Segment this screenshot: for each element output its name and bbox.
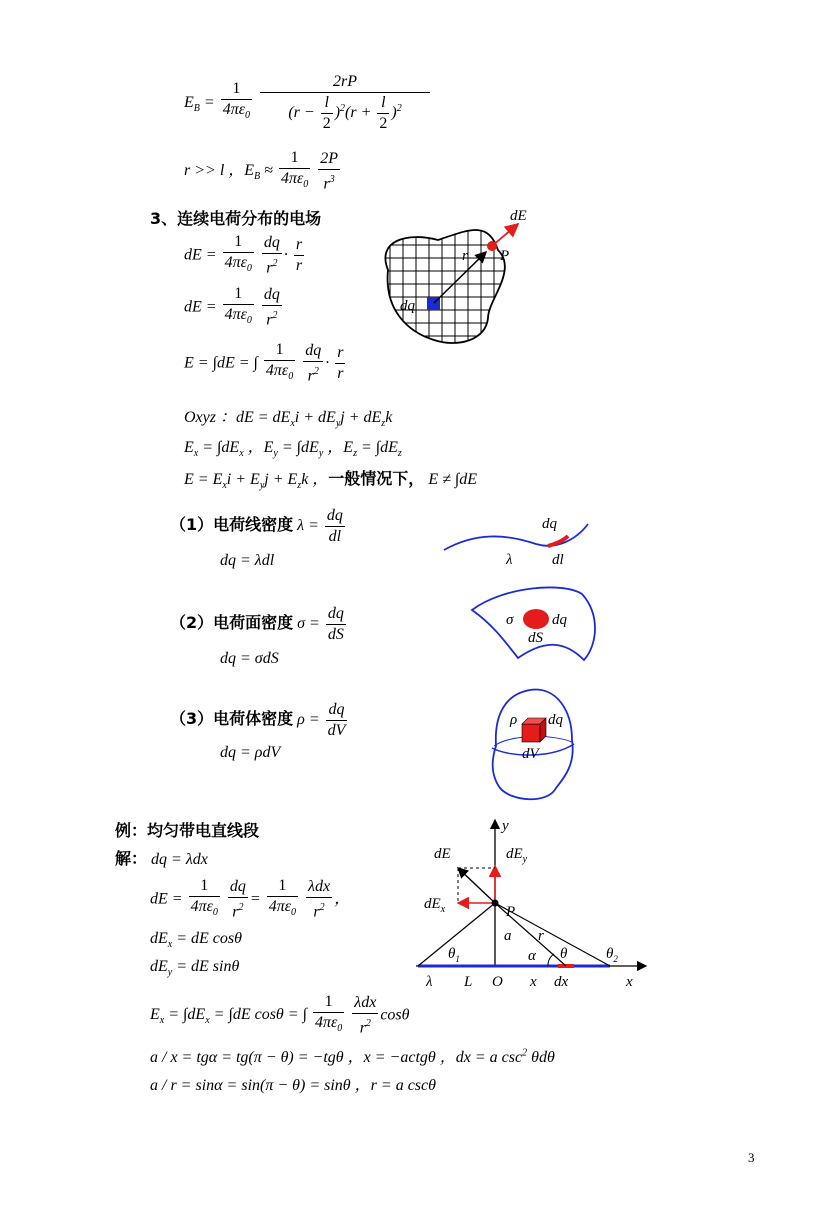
- eq-dE-vector: dE = $\frac{1}{4\pi\varepsilon_0}$ $\frac{dq}{r^2}$ · $\frac{r}{r}$: [184, 233, 303, 277]
- fig3-dq-label: dq: [552, 612, 567, 628]
- fig5-theta-label: θ: [560, 946, 568, 962]
- eq-EB-approx: r >> l ，$E_B$ ≈ $\frac{1}{4\pi\varepsilon_0}$ $\frac{2P}{r^3}$: [184, 149, 339, 193]
- figure-line-segment: [410, 810, 650, 990]
- eq-dE-scalar: dE = $\frac{1}{4\pi\varepsilon_0}$ $\frac{dq}{r^2}$: [184, 285, 280, 329]
- fig5-dEy-label: $dE_y$: [506, 846, 528, 865]
- fig5-P-label: P: [506, 904, 516, 920]
- general-case-text: 一般情况下，: [328, 469, 425, 488]
- fig1-dq-label: dq: [400, 298, 415, 314]
- surface-density-label: （2）电荷面密度: [170, 613, 294, 633]
- fig5-dx-label: dx: [554, 974, 569, 990]
- fig5-x-axis-label: x: [626, 974, 633, 990]
- eq-Ex-integral: $E_x = \int dE_x = \int dE$ cosθ = ∫ $\frac{1}{4\pi\varepsilon_0}$ $\frac{\text{λdx}}{r^2}$ cosθ: [150, 993, 410, 1037]
- dS-element: [523, 609, 549, 629]
- fig5-theta2-label: $\theta_2$: [606, 946, 618, 964]
- figure-surface-charge: [464, 580, 604, 666]
- surface-density: （2）电荷面密度 σ = $\frac{dq}{dS}$: [170, 605, 344, 643]
- eq-components: $E_x = \int dE_x$ ，$E_y = \int dE_y$ ，$E_z = \int dE_z$: [184, 439, 402, 460]
- fig4-dq-label: dq: [548, 712, 563, 728]
- page-number: 3: [748, 1150, 755, 1165]
- dE-arrow: [458, 868, 495, 903]
- fig2-lambda-label: λ: [506, 552, 513, 568]
- solution-label: 解：: [115, 849, 148, 868]
- eq-dq-volume: dq = ρdV: [220, 744, 281, 761]
- dV-cube: [522, 718, 546, 742]
- eq-dEy: $dE_y$ = dE sinθ: [150, 958, 240, 979]
- fig5-L-label: L: [464, 974, 473, 990]
- eq-dEx: $dE_x$ = dE cosθ: [150, 930, 242, 951]
- line-density: （1）电荷线密度 λ = $\frac{dq}{dl}$: [170, 507, 343, 545]
- fig5-alpha-label: α: [528, 948, 536, 964]
- fig4-dV-label: dV: [522, 746, 539, 762]
- eq-dE-line: dE = $\frac{1}{4\pi\varepsilon_0}$ $\frac{dq}{r^2}$ = $\frac{1}{4\pi\varepsilon_0}$ $\frac{\text{λdx}}{r^2}$ ，: [150, 877, 351, 921]
- line-density-label: （1）电荷线密度: [170, 515, 294, 535]
- fig5-r-label: r: [538, 928, 544, 944]
- solution-line: 解： dq = λdx: [115, 849, 208, 868]
- fig1-P-label: P: [500, 248, 510, 264]
- dl-segment: [548, 536, 568, 546]
- volume-density-label: （3）电荷体密度: [170, 709, 294, 729]
- dE-vector-arrow: [492, 224, 518, 246]
- fig5-theta1-label: $\theta_1$: [448, 946, 460, 964]
- example-title: 例：均匀带电直线段: [115, 821, 260, 840]
- alpha-arc: [548, 954, 554, 966]
- fig3-sigma-label: σ: [506, 612, 514, 628]
- fig3-dS-label: dS: [528, 630, 543, 646]
- fig4-rho-label: ρ: [510, 712, 518, 728]
- fig5-y-label: y: [502, 818, 509, 834]
- eq-EB-exact: $E_B$ = $\frac{1}{4\pi\varepsilon_0}$ 2rP (r − $\frac{l}{2}$ )$^2$(r + $\frac{l}{2}$ )$^2$: [184, 72, 432, 134]
- eq-oxyz: Oxyz ：dE = $dE_xi + dE_yj + dE_zk$: [184, 409, 393, 430]
- fig5-dEx-label: $dE_x$: [424, 896, 446, 915]
- fig1-dE-label: dE: [510, 208, 527, 224]
- fig5-x-label: x: [530, 974, 537, 990]
- fig5-O-label: O: [492, 974, 503, 990]
- eq-sin-relation: a / r = sinα = sin(π − θ) = sinθ ，r = a cscθ: [150, 1077, 436, 1094]
- figure-charge-blob: [368, 200, 568, 360]
- figure-line-charge: [436, 506, 606, 576]
- fig5-dE-label: dE: [434, 846, 451, 862]
- fig2-dl-label: dl: [552, 552, 564, 568]
- fig5-a-label: a: [504, 928, 512, 944]
- fig5-lambda-label: λ: [426, 974, 433, 990]
- figure-volume-charge: [482, 684, 582, 808]
- volume-density: （3）电荷体密度 ρ = $\frac{dq}{dV}$: [170, 701, 346, 739]
- volume-outline: [493, 690, 573, 800]
- fig2-dq-label: dq: [542, 516, 557, 532]
- eq-E-sum: $E = E_xi + E_yj + E_zk$ ，一般情况下， E ≠ ∫dE: [184, 469, 478, 492]
- eq-E-integral: E = ∫dE = ∫ $\frac{1}{4\pi\varepsilon_0}$ $\frac{dq}{r^2}$ · $\frac{r}{r}$: [184, 341, 344, 385]
- eq-dq-surface: dq = σdS: [220, 650, 279, 667]
- charge-grid: [368, 200, 568, 360]
- eq-dq-line: dq = λdl: [220, 552, 275, 569]
- point-P-dot: [492, 900, 499, 907]
- eq-tan-relation: a / x = tgα = tg(π − θ) = −tgθ ，x = −actgθ ，dx = a $\csc^2 \theta d\theta$: [150, 1047, 555, 1066]
- fig1-r-label: r: [462, 248, 468, 264]
- section-heading: 3、连续电荷分布的电场: [150, 209, 322, 228]
